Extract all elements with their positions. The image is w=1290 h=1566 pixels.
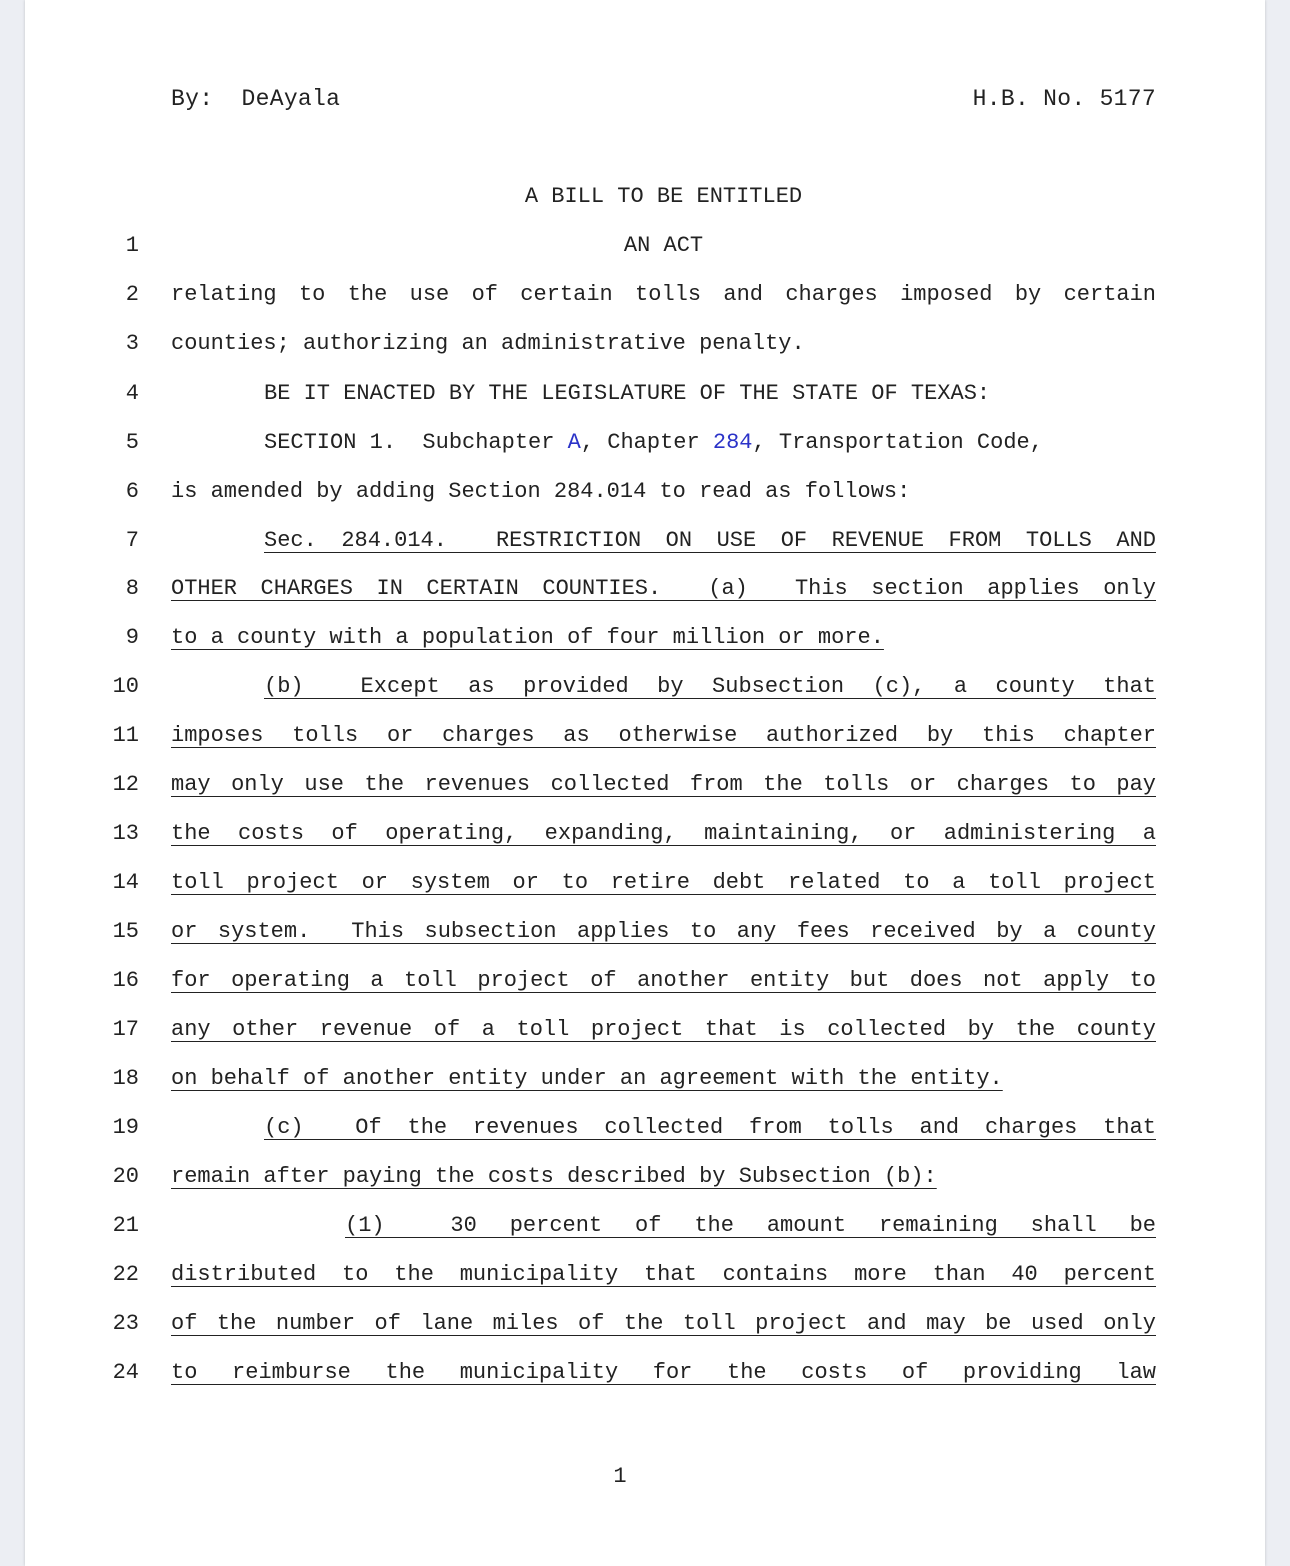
line-number: 24: [112, 1360, 139, 1385]
bill-line: [25, 479, 1265, 528]
bill-number: H.B. No. 5177: [972, 86, 1156, 112]
bill-line: [25, 381, 1265, 430]
document-page: [25, 0, 1265, 1566]
line-number: 23: [112, 1311, 139, 1336]
line-number: 9: [125, 625, 139, 650]
line-text: [171, 1164, 1156, 1190]
line-number: 21: [112, 1213, 139, 1238]
bill-line: [25, 674, 1265, 723]
bill-line: [25, 1066, 1265, 1115]
line-number: 19: [112, 1115, 139, 1140]
section-1-tail: , Transportation Code,: [752, 430, 1043, 455]
bill-line: [25, 1017, 1265, 1066]
bill-line: [25, 282, 1265, 331]
line-number: 3: [125, 331, 139, 356]
line-number: 20: [112, 1164, 139, 1189]
added-text: to a county with a population of four million or more.: [171, 625, 884, 650]
bill-line: [25, 1262, 1265, 1311]
line-number: 16: [112, 968, 139, 993]
bill-line: [25, 772, 1265, 821]
added-text: on behalf of another entity under an agreement with the entity.: [171, 1066, 1003, 1091]
bill-line: [25, 1115, 1265, 1164]
bill-line: [25, 331, 1265, 380]
author-line: By: DeAyala: [171, 86, 341, 112]
line-number: 8: [125, 576, 139, 601]
added-text: the costs of operating, expanding, maintaining, or administering a: [171, 821, 1156, 846]
section-1-lead: SECTION 1. Subchapter: [264, 430, 568, 455]
bill-line: [25, 723, 1265, 772]
bill-line: [25, 625, 1265, 674]
line-text: is amended by adding Section 284.014 to read as follows:: [171, 479, 911, 504]
bill-line: [25, 576, 1265, 625]
line-number: 17: [112, 1017, 139, 1042]
line-text: [171, 528, 1156, 554]
added-text: any other revenue of a toll project that is collected by the county: [171, 1017, 1156, 1042]
bill-line: [25, 1164, 1265, 1213]
bill-line: [25, 1311, 1265, 1360]
bill-line: [25, 233, 1265, 282]
line-number: 6: [125, 479, 139, 504]
line-number: 22: [112, 1262, 139, 1287]
page-number: 1: [613, 1464, 627, 1489]
line-number: 15: [112, 919, 139, 944]
added-text: for operating a toll project of another entity but does not apply to: [171, 968, 1156, 993]
bill-line: [25, 1360, 1265, 1409]
line-number: 4: [125, 381, 139, 406]
added-text: remain after paying the costs described by Subsection (b):: [171, 1164, 937, 1189]
bill-line: [25, 430, 1265, 479]
bill-heading: A BILL TO BE ENTITLED: [524, 184, 803, 209]
added-text: OTHER CHARGES IN CERTAIN COUNTIES. (a) This section applies only: [171, 576, 1156, 601]
line-number: 18: [112, 1066, 139, 1091]
line-number: 13: [112, 821, 139, 846]
added-text: Sec. 284.014. RESTRICTION ON USE OF REVENUE FROM TOLLS AND: [264, 528, 1156, 553]
line-number: 5: [125, 430, 139, 455]
added-text: imposes tolls or charges as otherwise authorized by this chapter: [171, 723, 1156, 748]
line-number: 7: [125, 528, 139, 553]
added-text: (1) 30 percent of the amount remaining shall be: [345, 1213, 1156, 1238]
added-text: to reimburse the municipality for the costs of providing law: [171, 1360, 1156, 1385]
section-1-text: [171, 430, 1156, 456]
line-number: 12: [112, 772, 139, 797]
added-text: (c) Of the revenues collected from tolls and charges that: [264, 1115, 1156, 1140]
added-text: may only use the revenues collected from the tolls or charges to pay: [171, 772, 1156, 797]
bill-line: [25, 528, 1265, 577]
bill-line: [25, 1213, 1265, 1262]
line-text: relating to the use of certain tolls and charges imposed by certain: [171, 282, 1156, 307]
line-number: 10: [112, 674, 139, 699]
line-text: counties; authorizing an administrative penalty.: [171, 331, 805, 356]
line-number: 11: [112, 723, 139, 748]
bill-line: [25, 919, 1265, 968]
line-number: 2: [125, 282, 139, 307]
added-text: toll project or system or to retire debt related to a toll project: [171, 870, 1156, 895]
chapter-284-link[interactable]: 284: [712, 430, 753, 455]
line-text: [171, 625, 1156, 651]
section-1-mid: , Chapter: [580, 430, 713, 455]
added-text: or system. This subsection applies to any fees received by a county: [171, 919, 1156, 944]
subchapter-a-link[interactable]: A: [567, 430, 581, 455]
added-text: (b) Except as provided by Subsection (c), a county that: [264, 674, 1156, 699]
line-number: 14: [112, 870, 139, 895]
bill-line: [25, 870, 1265, 919]
act-title: AN ACT: [623, 233, 704, 258]
enacting-clause: BE IT ENACTED BY THE LEGISLATURE OF THE STATE OF TEXAS:: [264, 381, 991, 406]
bill-line: [25, 821, 1265, 870]
line-number: 1: [125, 233, 139, 258]
line-text: [171, 1066, 1156, 1092]
added-text: distributed to the municipality that contains more than 40 percent: [171, 1262, 1156, 1287]
bill-line: [25, 968, 1265, 1017]
added-text: of the number of lane miles of the toll project and may be used only: [171, 1311, 1156, 1336]
